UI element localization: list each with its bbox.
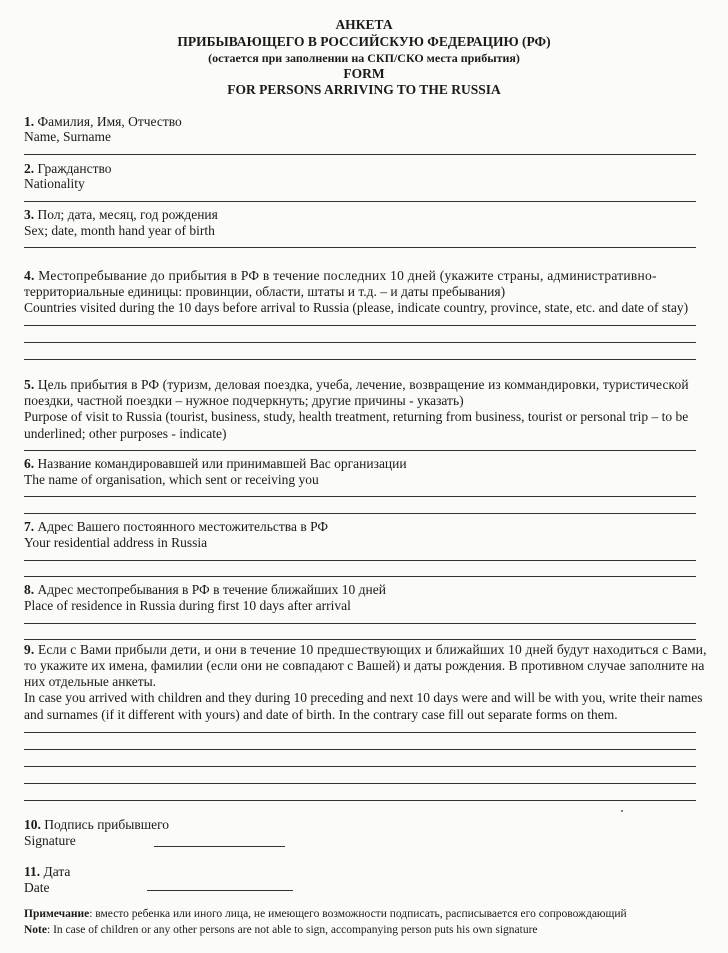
item-6-label-ru	[24, 457, 407, 471]
item-1-label-ru	[24, 115, 182, 129]
footer-note-en-text: : In case of children or any other persons are not able to sign, accompanying person puts his own signature	[47, 924, 538, 936]
scan-speck	[621, 810, 623, 812]
item-8-answer-line-2[interactable]	[24, 639, 696, 640]
footer-note-en	[24, 925, 538, 937]
footer-note-ru-text: : вместо ребенка или иного лица, не имеющего возможности подписать, расписывается его сопровождающий	[89, 908, 627, 920]
form-title-en: FORM	[343, 66, 385, 81]
item-9-answer-line-2[interactable]	[24, 749, 696, 750]
signature-line[interactable]	[154, 846, 285, 847]
item-9-answer-line-5[interactable]	[24, 800, 696, 801]
item-4-label-en: Countries visited during the 10 days before arrival to Russia (please, indicate country, province, state, etc. and date of stay)	[24, 300, 689, 315]
item-5-label-en: Purpose of visit to Russia (tourist, business, study, health treatment, returning from business, tourist or personal trip – to be	[24, 409, 689, 424]
item-4-answer-line-3[interactable]	[24, 359, 696, 360]
item-2-label-ru	[24, 162, 112, 176]
item-9-answer-line-4[interactable]	[24, 783, 696, 784]
form-subtitle-ru: ПРИБЫВАЮЩЕГО В РОССИЙСКУЮ ФЕДЕРАЦИЮ (РФ)	[177, 34, 551, 49]
item-3-number: 3.	[24, 207, 35, 222]
item-10-text-ru: Подпись прибывшего	[44, 817, 170, 832]
item-7-answer-line-2[interactable]	[24, 576, 696, 577]
footer-note-ru	[24, 909, 627, 921]
item-2-number: 2.	[24, 161, 35, 176]
item-8-text-ru: Адрес местопребывания в РФ в течение ближайших 10 дней	[37, 582, 386, 597]
item-11-text-ru: Дата	[43, 864, 71, 879]
item-6-label-en: The name of organisation, which sent or receiving you	[24, 472, 319, 487]
item-11-label-ru	[24, 865, 70, 879]
footer-note-en-label: Note	[24, 924, 47, 936]
form-subtitle-en: FOR PERSONS ARRIVING TO THE RUSSIA	[227, 82, 501, 97]
item-7-label-en: Your residential address in Russia	[24, 535, 208, 550]
item-8-number: 8.	[24, 582, 35, 597]
item-9-label-en: In case you arrived with children and they during 10 preceding and next 10 days were and will be with you, write their names	[24, 690, 703, 705]
item-9-label-ru-2: то укажите их имена, фамилии (если они не совпадают с Вашей) и даты рождения. В противном случае заполните на	[24, 658, 705, 673]
item-9-text-ru: Если с Вами прибыли дети, и они в течение 10 предшествующих и ближайших 10 дней будут находиться с Вами,	[37, 642, 707, 657]
item-8-label-ru	[24, 583, 386, 597]
item-5-text-ru: Цель прибытия в РФ (туризм, деловая поездка, учеба, лечение, возвращение из коммандировки, туристической	[37, 377, 689, 392]
footer-note-ru-label: Примечание	[24, 908, 90, 920]
item-6-answer-line-1[interactable]	[24, 496, 696, 497]
item-1-text-ru: Фамилия, Имя, Отчество	[37, 114, 182, 129]
item-10-label-en: Signature	[24, 833, 76, 848]
item-8-answer-line-1[interactable]	[24, 623, 696, 624]
item-10-label-ru	[24, 818, 169, 832]
item-3-text-ru: Пол; дата, месяц, год рождения	[37, 207, 218, 222]
item-11-number: 11.	[24, 864, 41, 879]
item-2-label-en: Nationality	[24, 176, 85, 191]
item-9-answer-line-1[interactable]	[24, 732, 696, 733]
item-3-label-ru	[24, 208, 218, 222]
item-7-answer-line-1[interactable]	[24, 560, 696, 561]
item-4-answer-line-1[interactable]	[24, 325, 696, 326]
item-4-text-ru: Местопребывание до прибытия в РФ в течение последних 10 дней (укажите страны, административно-	[38, 268, 657, 283]
item-6-number: 6.	[24, 456, 35, 471]
item-4-label-ru	[24, 269, 657, 283]
item-2-answer-line[interactable]	[24, 201, 696, 202]
item-9-number: 9.	[24, 642, 35, 657]
item-5-number: 5.	[24, 377, 35, 392]
item-4-label-ru-2: территориальные единицы: провинции, области, штаты и т.д. – и даты пребывания)	[24, 284, 506, 299]
item-8-label-en: Place of residence in Russia during first 10 days after arrival	[24, 598, 351, 613]
item-11-label-en: Date	[24, 880, 50, 895]
item-3-label-en: Sex; date, month hand year of birth	[24, 223, 215, 238]
form-note-ru: (остается при заполнении на СКП/СКО места прибытия)	[208, 51, 520, 65]
item-7-label-ru	[24, 520, 328, 534]
item-1-number: 1.	[24, 114, 35, 129]
item-9-label-ru	[24, 643, 707, 657]
form-title-ru: АНКЕТА	[335, 17, 393, 32]
item-6-text-ru: Название командировавшей или принимавшей Вас организации	[37, 456, 407, 471]
item-3-answer-line[interactable]	[24, 247, 696, 248]
item-1-label-en: Name, Surname	[24, 129, 111, 144]
item-5-label-ru-2: поездки, частной поездки – нужное подчеркнуть; другие причины - указать)	[24, 393, 464, 408]
item-6-answer-line-2[interactable]	[24, 513, 696, 514]
item-1-answer-line[interactable]	[24, 154, 696, 155]
item-4-answer-line-2[interactable]	[24, 342, 696, 343]
item-9-answer-line-3[interactable]	[24, 766, 696, 767]
item-7-text-ru: Адрес Вашего постоянного местожительства в РФ	[37, 519, 329, 534]
item-2-text-ru: Гражданство	[37, 161, 112, 176]
item-9-label-en-2: and surnames (if it different with yours) and date of birth. In the contrary case fill out separate forms on them.	[24, 707, 618, 722]
item-5-answer-line[interactable]	[24, 450, 696, 451]
item-5-label-en-2: underlined; other purposes - indicate)	[24, 426, 227, 441]
item-10-number: 10.	[24, 817, 41, 832]
date-line[interactable]	[147, 890, 293, 891]
item-9-label-ru-3: них отдельные анкеты.	[24, 674, 157, 689]
item-7-number: 7.	[24, 519, 35, 534]
item-5-label-ru	[24, 378, 689, 392]
item-4-number: 4.	[24, 268, 35, 283]
